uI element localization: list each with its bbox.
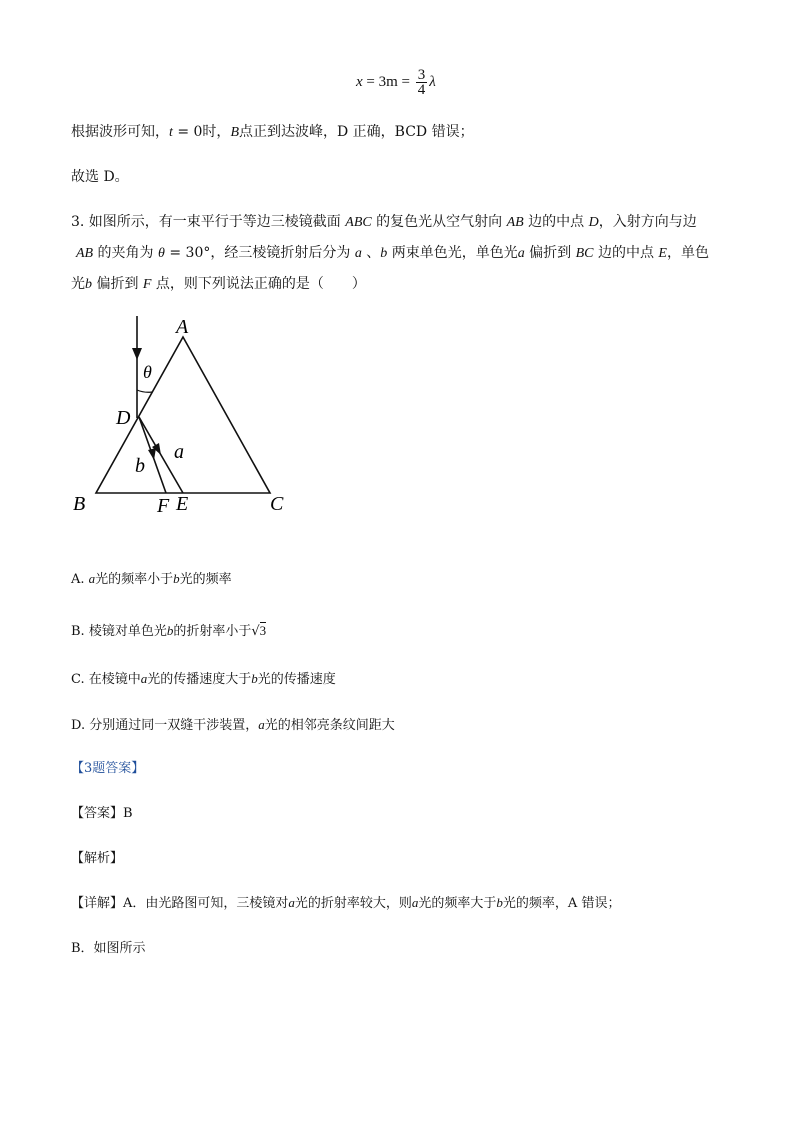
analysis-heading: 【解析】	[71, 851, 124, 866]
label-F: F	[157, 495, 170, 517]
text-segment: A.	[71, 572, 89, 587]
answer-heading: 【3题答案】	[71, 761, 145, 776]
math-a: a	[354, 246, 362, 261]
option-B	[71, 622, 266, 641]
math-F: F	[142, 277, 152, 292]
ray-b-arrowhead	[148, 448, 156, 460]
label-A: A	[176, 316, 189, 338]
math-B: B	[230, 125, 239, 140]
text-segment: 边的中点	[593, 245, 659, 261]
text-choose-d: 故选 D。	[71, 169, 129, 185]
label-theta: θ	[143, 362, 152, 382]
text-segment: ，入射方向与边	[598, 214, 697, 230]
math-AB: AB	[76, 246, 94, 261]
detail-b-line: B．如图所示	[71, 941, 146, 956]
math-E: E	[658, 246, 667, 261]
label-a: a	[174, 441, 184, 463]
math-b: b	[166, 623, 174, 638]
math-D: D	[588, 215, 599, 230]
text-segment: 边的中点	[523, 214, 589, 230]
label-D: D	[116, 407, 131, 429]
math-b: b	[251, 671, 258, 686]
text-segment: 的折射率小于	[173, 624, 252, 639]
incident-arrowhead	[132, 348, 142, 360]
math-AB: AB	[506, 215, 524, 230]
math-b: b	[496, 895, 503, 910]
label-C: C	[270, 493, 284, 515]
text-segment: 两束单色光，单色光	[387, 245, 518, 261]
math-a: a	[288, 895, 295, 910]
text-segment: 的夹角为	[93, 245, 159, 261]
text-segment: = 0时，	[172, 124, 231, 140]
math-b: b	[85, 277, 92, 292]
text-segment: D. 分别通过同一双缝干涉装置，	[71, 718, 259, 733]
text-segment: 3. 如图所示，有一束平行于等边三棱镜截面	[71, 214, 346, 230]
text-segment: 根据波形可知，	[71, 124, 169, 140]
answer-line: 【答案】B	[71, 806, 133, 821]
fraction-numerator: 3	[417, 66, 426, 83]
text-segment: 点正到达波峰，D 正确，BCD 错误；	[239, 124, 474, 140]
text-segment: 、	[361, 245, 381, 261]
text-segment: = 30°，经三棱镜折射后分为	[164, 245, 355, 261]
math-t: t	[169, 125, 173, 140]
formula-lambda: λ	[429, 73, 436, 90]
text-segment: ，单色	[666, 245, 709, 261]
math-a: a	[88, 571, 96, 586]
math-b: b	[173, 571, 180, 586]
text-segment: B. 棱镜对单色光	[71, 624, 167, 639]
detail-line	[71, 894, 620, 913]
option-D	[71, 716, 395, 735]
math-a: a	[517, 246, 525, 261]
math-theta: θ	[158, 246, 165, 261]
text-segment: 光的频率小于	[95, 572, 174, 587]
option-C	[71, 670, 336, 689]
text-segment: 光的频率大于	[418, 896, 497, 911]
formula-x: x	[356, 73, 363, 90]
text-segment: 偏折到	[524, 245, 576, 261]
text-segment: 光的相邻亮条纹间距大	[264, 718, 395, 733]
text-segment: 点，则下列说法正确的是（ ）	[151, 276, 366, 292]
label-E: E	[176, 493, 189, 515]
math-a: a	[411, 895, 419, 910]
text-segment: 光的传播速度	[257, 672, 336, 687]
math-ABC: ABC	[345, 215, 372, 230]
text-segment: 光	[71, 276, 85, 292]
text-segment: 光的频率	[179, 572, 232, 587]
label-B: B	[73, 493, 86, 515]
formula-eq: = 3m =	[362, 73, 414, 90]
text-segment: 光的折射率较大，则	[294, 896, 412, 911]
text-segment: 的复色光从空气射向	[371, 214, 507, 230]
math-a: a	[140, 671, 148, 686]
text-segment: C. 在棱镜中	[71, 672, 141, 687]
theta-arc	[137, 390, 152, 392]
math-a: a	[258, 717, 265, 732]
math-BC: BC	[575, 246, 594, 261]
option-A	[71, 570, 232, 589]
text-segment: 【详解】A．由光路图可知，三棱镜对	[71, 896, 289, 911]
fraction-denominator: 4	[417, 81, 426, 98]
label-b: b	[135, 455, 145, 477]
text-segment: 偏折到	[92, 276, 143, 292]
text-segment: 光的频率，A 错误；	[502, 896, 621, 911]
sqrt-value: 3	[259, 623, 267, 638]
text-segment: 光的传播速度大于	[147, 672, 252, 687]
math-b: b	[380, 246, 388, 261]
sqrt-symbol: √	[251, 624, 260, 639]
